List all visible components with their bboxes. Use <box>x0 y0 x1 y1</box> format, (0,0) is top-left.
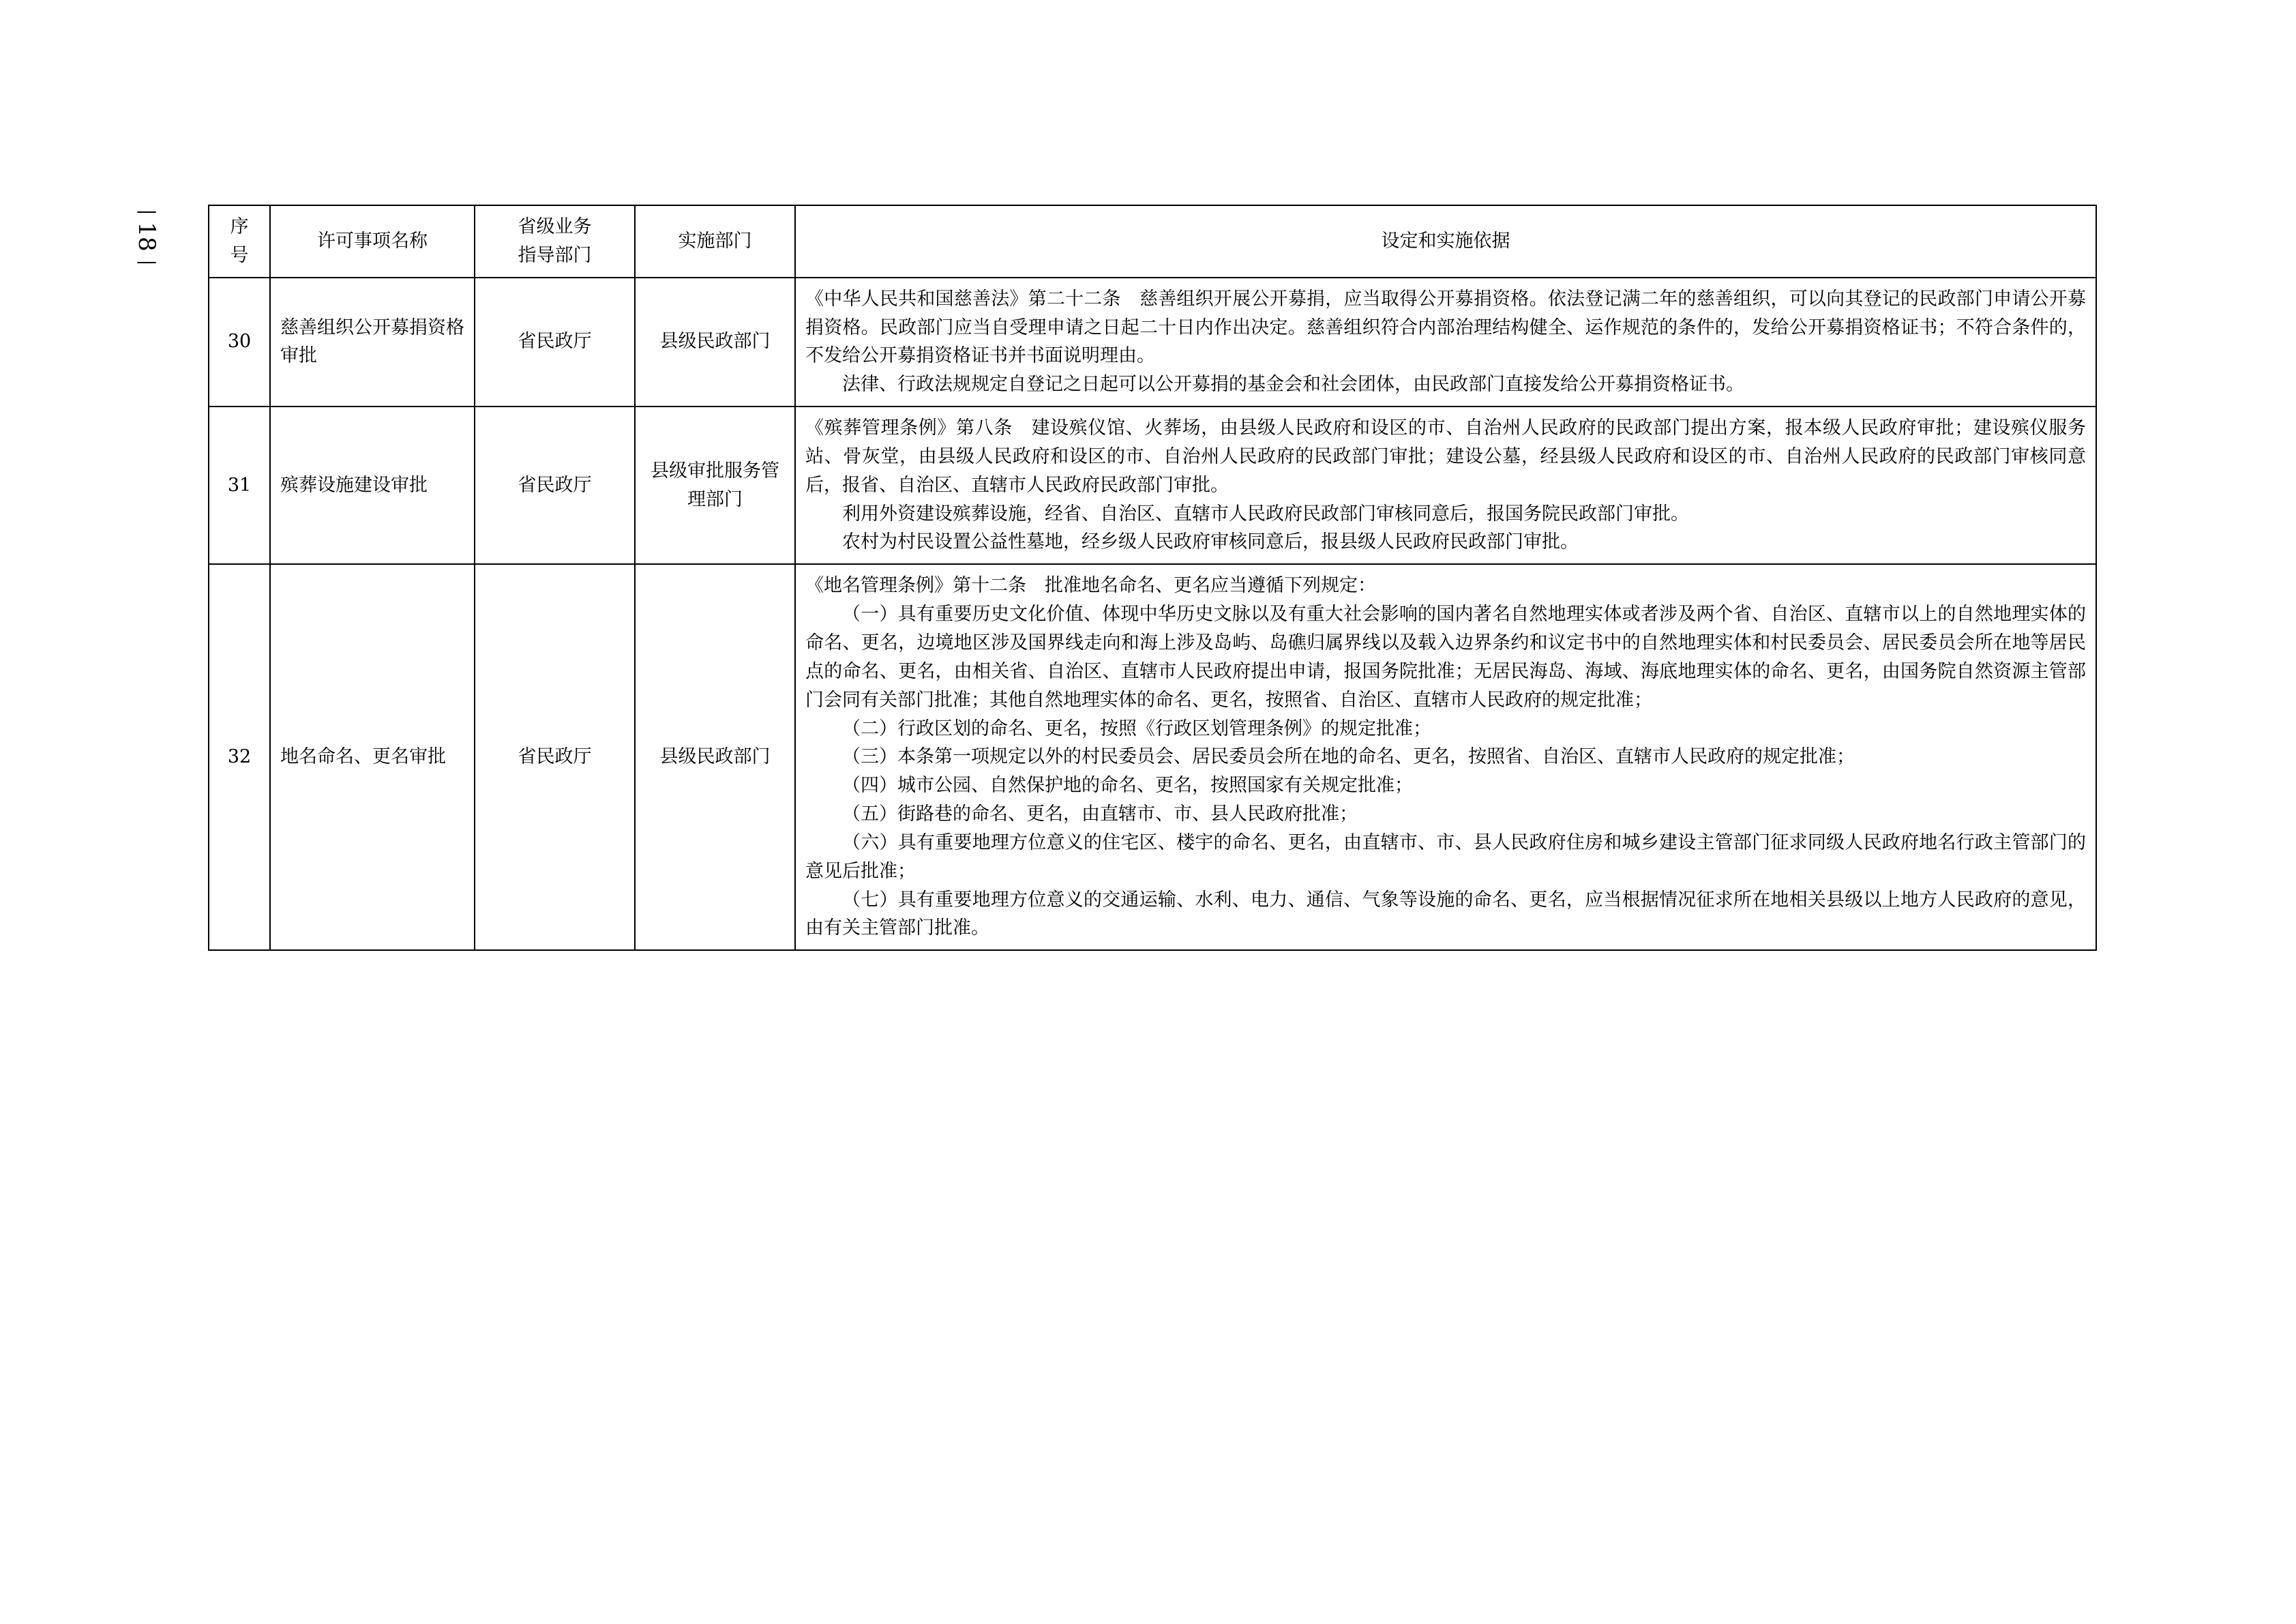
basis-paragraph: （五）街路巷的命名、更名，由直辖市、市、县人民政府批准； <box>842 803 1358 825</box>
header-provincial-dept-line2: 指导部门 <box>518 244 592 266</box>
basis-paragraph: 法律、行政法规规定自登记之日起可以公开募捐的基金会和社会团体，由民政部门直接发给公开募捐资格证书。 <box>842 374 1744 396</box>
basis-paragraph: 《殡葬管理条例》第八条 建设殡仪馆、火葬场，由县级人民政府和设区的市、自治州人民政府的民政部门提出方案，报本级人民政府审批；建设殡仪服务站、骨灰堂，由县级人民政府和设区的市、自治州人民政府的民政部门审批；建设公墓，经县级人民政府和设区的市、自治州人民政府的民政部门审核同意后，报省、自治区、直辖市人民政府民政部门审批。 <box>805 417 2086 496</box>
page-number <box>116 199 177 274</box>
page-number-dash-top: — <box>136 199 157 223</box>
basis-paragraph: （六）具有重要地理方位意义的住宅区、楼宇的命名、更名，由直辖市、市、县人民政府住房和城乡建设主管部门征求同级人民政府地名行政主管部门的意见后批准； <box>805 831 2086 882</box>
header-cell-no <box>209 205 270 278</box>
row-provincial-dept: 省民政厅 <box>475 564 635 950</box>
row-no: 31 <box>209 407 270 564</box>
row-no: 30 <box>209 278 270 407</box>
row-no: 32 <box>209 564 270 950</box>
table-row <box>209 564 2096 950</box>
permission-items-table <box>208 205 2097 951</box>
page-number-dash-bottom: — <box>136 250 157 274</box>
basis-paragraph: 利用外资建设殡葬设施，经省、自治区、直辖市人民政府民政部门审核同意后，报国务院民政部门审批。 <box>842 503 1689 525</box>
table-row <box>209 407 2096 564</box>
basis-paragraph: （二）行政区划的命名、更名，按照《行政区划管理条例》的规定批准； <box>842 718 1431 739</box>
basis-paragraph: （一）具有重要历史文化价值、体现中华历史文脉以及有重大社会影响的国内著名自然地理实体或者涉及两个省、自治区、直辖市以上的自然地理实体的命名、更名，边境地区涉及国界线走向和海上涉及岛屿、岛礁归属界线以及载入边界条约和议定书中的自然地理实体和村民委员会、居民委员会所在地等居民点的命名、更名，由相关省、自治区、直辖市人民政府提出申请，报国务院批准；无居民海岛、海域、海底地理实体的命名、更名，由国务院自然资源主管部门会同有关部门批准；其他自然地理实体的命名、更名，按照省、自治区、直辖市人民政府的规定批准； <box>805 604 2086 711</box>
header-provincial-dept-line1: 省级业务 <box>518 216 592 237</box>
page-number-value: 18 <box>133 222 160 252</box>
header-no-line2: 号 <box>230 244 249 266</box>
row-provincial-dept: 省民政厅 <box>475 278 635 407</box>
row-implementing-dept: 县级民政部门 <box>635 564 795 950</box>
basis-paragraph: （四）城市公园、自然保护地的命名、更名，按照国家有关规定批准； <box>842 775 1413 797</box>
basis-paragraph: （七）具有重要地理方位意义的交通运输、水利、电力、通信、气象等设施的命名、更名，应当根据情况征求所在地相关县级以上地方人民政府的意见，由有关主管部门批准。 <box>805 889 2086 939</box>
basis-paragraph: （三）本条第一项规定以外的村民委员会、居民委员会所在地的命名、更名，按照省、自治区、直辖市人民政府的规定批准； <box>842 746 1855 768</box>
row-item-name: 慈善组织公开募捐资格审批 <box>270 278 475 407</box>
row-item-name: 殡葬设施建设审批 <box>270 407 475 564</box>
table-row <box>209 278 2096 407</box>
row-implementing-dept: 县级民政部门 <box>635 278 795 407</box>
header-cell-basis: 设定和实施依据 <box>795 205 2096 278</box>
row-provincial-dept: 省民政厅 <box>475 407 635 564</box>
header-cell-item-name: 许可事项名称 <box>270 205 475 278</box>
basis-paragraph: 《地名管理条例》第十二条 批准地名命名、更名应当遵循下列规定： <box>805 575 1376 597</box>
table-header-row <box>209 205 2096 278</box>
row-basis <box>795 407 2096 564</box>
row-basis <box>795 278 2096 407</box>
basis-paragraph: 《中华人民共和国慈善法》第二十二条 慈善组织开展公开募捐，应当取得公开募捐资格。依法登记满二年的慈善组织，可以向其登记的民政部门申请公开募捐资格。民政部门应当自受理申请之日起二十日内作出决定。慈善组织符合内部治理结构健全、运作规范的条件的，发给公开募捐资格证书；不符合条件的，不发给公开募捐资格证书并书面说明理由。 <box>805 288 2086 367</box>
header-cell-provincial-dept <box>475 205 635 278</box>
header-no-line1: 序 <box>230 216 249 237</box>
header-cell-implementing-dept: 实施部门 <box>635 205 795 278</box>
table-header <box>209 205 2096 278</box>
row-implementing-dept: 县级审批服务管理部门 <box>635 407 795 564</box>
row-item-name: 地名命名、更名审批 <box>270 564 475 950</box>
row-basis <box>795 564 2096 950</box>
basis-paragraph: 农村为村民设置公益性墓地，经乡级人民政府审核同意后，报县级人民政府民政部门审批。 <box>842 531 1579 553</box>
table-body <box>209 278 2096 951</box>
